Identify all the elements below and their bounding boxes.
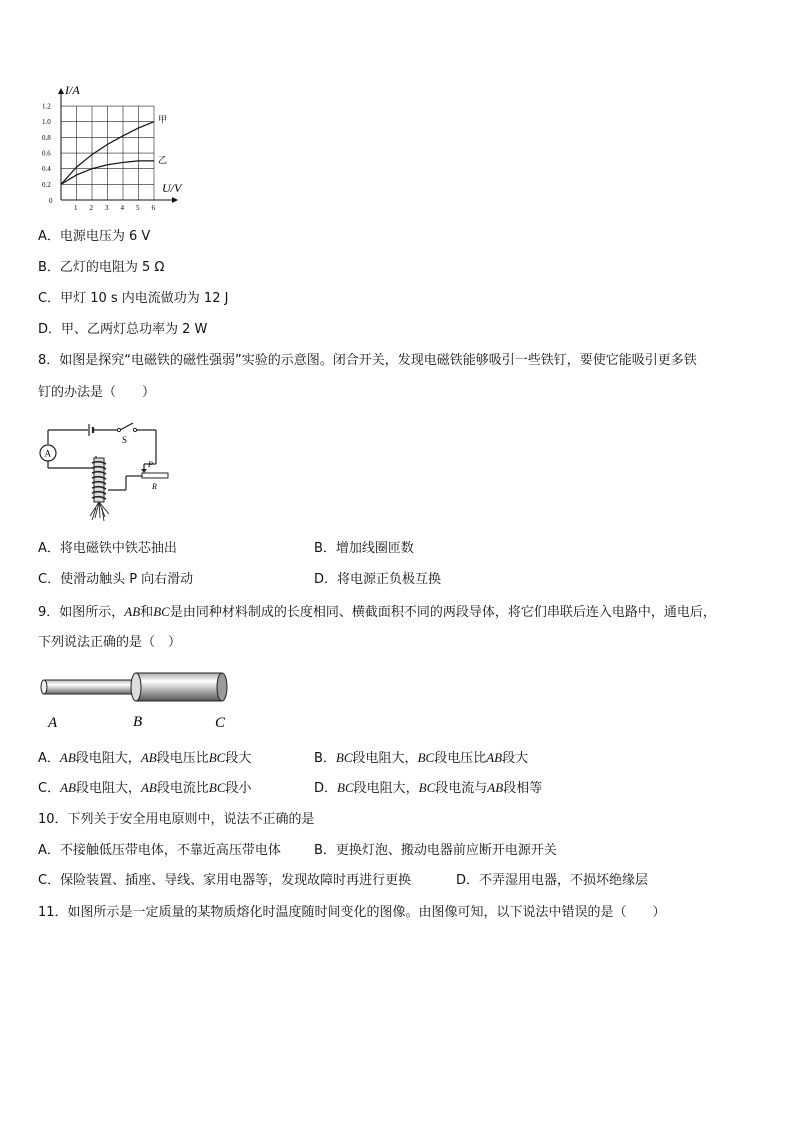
q8-stem-line2: 钉的办法是（ ）	[38, 385, 156, 400]
segment-name: AB	[59, 750, 76, 765]
x-axis-arrow-icon	[172, 197, 178, 203]
segment-name: AB	[140, 750, 157, 765]
segment-name: BC	[418, 780, 436, 795]
segment-name: AB	[60, 780, 76, 795]
slider-label: P	[148, 460, 153, 469]
segment-name: AB	[486, 750, 503, 765]
iu-chart	[36, 80, 196, 210]
thick-conductor-bc	[131, 673, 227, 701]
point-a-label: A	[48, 715, 58, 731]
q7-option-a: A．电源电压为 6 V	[38, 229, 151, 244]
segment-name: BC	[337, 780, 354, 795]
q9-stem-prefix: 9．如图所示，	[38, 605, 125, 620]
q7-option-c: C．甲灯 10 s 内电流做功为 12 J	[38, 291, 229, 306]
option-text: 段相等	[503, 781, 543, 796]
option-text: 段电阻大，	[75, 781, 141, 796]
option-letter: C．	[38, 781, 61, 796]
segment-name: BC	[208, 780, 226, 795]
q11-stem: 11．如图所示是一定质量的某物质熔化时温度随时间变化的图像。由图像可知，以下说法中错误的是（ ）	[38, 905, 666, 920]
y-tick-label: 0.8	[42, 133, 51, 142]
electromagnet-coil-icon	[92, 456, 106, 502]
option-text: 段小	[225, 781, 252, 796]
option-text: 段电流比	[156, 781, 209, 796]
x-axis-label: U/V	[162, 181, 182, 195]
option-letter: B．	[314, 751, 336, 766]
q10-option-b: B．更换灯泡、搬动电器前应断开电源开关	[314, 843, 557, 858]
point-c-label: C	[215, 715, 226, 731]
q9-option-c	[38, 779, 252, 798]
x-tick-label: 4	[120, 204, 124, 210]
x-tick-label: 5	[136, 204, 140, 210]
q9-and: 和	[140, 605, 154, 620]
q9-segment-bc: BC	[153, 604, 170, 619]
iron-nails-icon	[90, 502, 109, 521]
q8-option-c: C．使滑动触头 P 向右滑动	[38, 572, 194, 587]
y-tick-label: 0.6	[42, 149, 51, 158]
q9-option-a	[38, 749, 251, 768]
slider-arrow-icon	[141, 469, 147, 473]
segment-name: BC	[417, 750, 435, 765]
q7-option-b: B．乙灯的电阻为 5 Ω	[38, 260, 165, 275]
segment-name: AB	[140, 780, 157, 795]
thin-conductor-ab	[41, 680, 142, 694]
option-text: 段电阻大，	[75, 751, 141, 766]
q10-option-c: C．保险装置、插座、导线、家用电器等，发现故障时再进行更换	[38, 873, 412, 888]
x-tick-label: 6	[151, 204, 155, 210]
option-text: 段电流与	[435, 781, 488, 796]
q8-option-a: A．将电磁铁中铁芯抽出	[38, 541, 177, 556]
q9-stem-line2: 下列说法正确的是（ ）	[38, 635, 182, 650]
y-tick-label: 1.2	[42, 102, 51, 111]
electromagnet-circuit-figure	[38, 418, 178, 528]
option-text: 段大	[502, 751, 529, 766]
option-text: 段大	[225, 751, 252, 766]
rheostat-icon	[142, 473, 168, 478]
q10-option-a: A．不接触低压带电体，不靠近高压带电体	[38, 843, 281, 858]
y-tick-label: 0.2	[42, 180, 51, 189]
option-letter: A．	[38, 751, 60, 766]
y-axis-label: I/A	[65, 83, 80, 97]
y-axis-arrow-icon	[58, 88, 64, 94]
q9-segment-ab: AB	[124, 604, 141, 619]
point-b-label: B	[133, 714, 143, 730]
x-tick-label: 3	[105, 204, 109, 210]
q9-option-d	[314, 779, 542, 798]
q10-stem: 10．下列关于安全用电原则中，说法不正确的是	[38, 812, 315, 827]
conductor-figure	[36, 664, 236, 734]
segment-name: BC	[208, 750, 226, 765]
option-text: 段电压比	[156, 751, 209, 766]
option-text: 段电压比	[434, 751, 487, 766]
rheostat-label: R	[152, 482, 157, 491]
x-tick-label: 2	[89, 204, 93, 210]
segment-name: AB	[487, 780, 504, 795]
q8-option-b: B．增加线圈匝数	[314, 541, 414, 556]
q8-stem-line1: 8．如图是探究“电磁铁的磁性强弱”实验的示意图。闭合开关，发现电磁铁能够吸引一些铁钉，要使它能吸引更多铁	[38, 353, 697, 368]
q9-option-b	[314, 749, 528, 768]
q9-stem-line1	[38, 603, 716, 622]
ammeter-label: A	[44, 448, 51, 459]
q7-option-d: D．甲、乙两灯总功率为 2 W	[38, 322, 208, 337]
segment-name: BC	[335, 750, 353, 765]
option-text: 段电阻大，	[353, 781, 419, 796]
origin-label: 0	[49, 197, 53, 205]
q10-option-d: D．不弄湿用电器，不损坏绝缘层	[456, 873, 649, 888]
q8-option-d: D．将电源正负极互换	[314, 572, 442, 587]
x-tick-label: 1	[74, 204, 78, 210]
series-label: 乙	[158, 154, 168, 165]
switch-label: S	[122, 435, 128, 445]
option-text: 段电阻大，	[352, 751, 418, 766]
series-label: 甲	[158, 114, 168, 125]
q9-stem-suffix: 是由同种材料制成的长度相同、横截面积不同的两段导体，将它们串联后连入电路中，通电后，	[169, 605, 716, 620]
y-tick-label: 0.4	[42, 165, 51, 174]
option-letter: D．	[314, 781, 338, 796]
switch-blade	[120, 423, 133, 430]
y-tick-label: 1.0	[42, 118, 51, 127]
